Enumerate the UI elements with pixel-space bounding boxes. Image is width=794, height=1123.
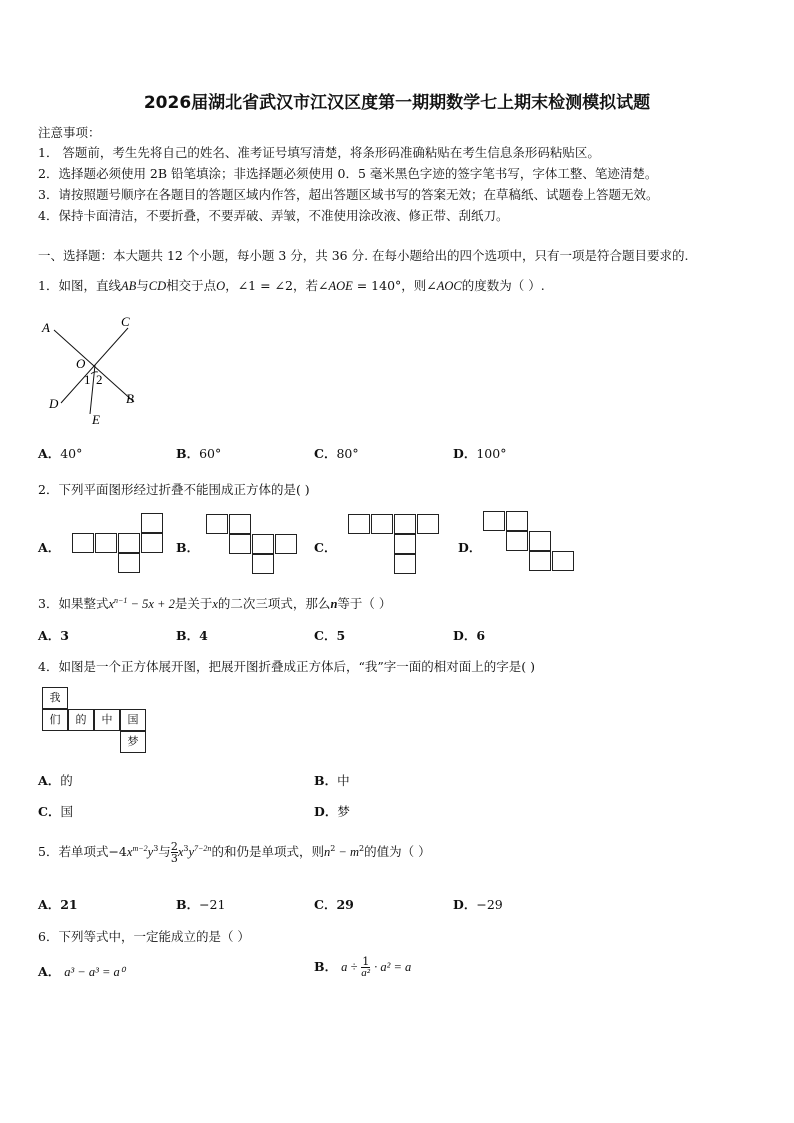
- cell-men: 们: [42, 709, 68, 731]
- notice-item-1: 1． 答题前，考生先将自己的姓名、准考证号填写清楚，将条形码准确粘贴在考生信息条形码粘贴区。: [38, 145, 600, 160]
- angle-1-label: 1: [84, 372, 91, 387]
- q5-option-c: C．29: [314, 897, 354, 912]
- q2-label-a: A．: [38, 540, 61, 555]
- label-d: D: [49, 396, 59, 411]
- q6-option-a: A． a³ − a³ = a⁰: [38, 964, 125, 979]
- page-title: 2026届湖北省武汉市江汉区度第一期期数学七上期末检测模拟试题: [143, 93, 651, 113]
- intersecting-lines-figure: [38, 308, 158, 433]
- question-5: 5．若单项式$-4x^{m-2}y^3$与 $\frac{2}{3}$ $x^3y^{7-2n}$的和仍是单项式，则$n^2 - m^2$的值为（ ）: [38, 840, 431, 866]
- question-2: 2．下列平面图形经过折叠不能围成正方体的是( ): [38, 482, 310, 497]
- cell-guo: 国: [120, 709, 146, 731]
- notice-item-3: 3．请按照题号顺序在各题目的答题区域内作答，超出答题区域书写的答案无效；在草稿纸、试题卷上答题无效。: [38, 187, 659, 202]
- q4-option-b: B．中: [314, 773, 350, 788]
- q3-option-a: A．3: [38, 628, 69, 643]
- q1-option-a: A．40°: [38, 446, 83, 461]
- q3-option-d: D．6: [453, 628, 486, 643]
- q6-option-b: B． a ÷ $\frac{1}{\text{a²}}$ · a² = a: [314, 955, 412, 979]
- q5-option-b: B．−21: [176, 897, 226, 912]
- cube-net-figure: [42, 687, 152, 757]
- q1-option-d: D．100°: [453, 446, 507, 461]
- cell-de: 的: [68, 709, 94, 731]
- question-6: 6．下列等式中，一定能成立的是（ ）: [38, 929, 250, 944]
- notice-heading: 注意事项：: [38, 125, 101, 140]
- cell-meng: 梦: [120, 731, 146, 753]
- q3-option-c: C．5: [314, 628, 346, 643]
- question-4: 4．如图是一个正方体展开图，把展开图折叠成正方体后，“我”字一面的相对面上的字是( ): [38, 659, 535, 674]
- q1-option-b: B．60°: [176, 446, 222, 461]
- q2-label-b: B．: [176, 540, 200, 555]
- q3-option-b: B．4: [176, 628, 208, 643]
- q5-option-d: D．−29: [453, 897, 503, 912]
- q4-option-d: D．梦: [314, 804, 350, 819]
- label-c: C: [121, 314, 130, 329]
- notice-item-2: 2．选择题必须使用 2B 铅笔填涂；非选择题必须使用 0．5 毫米黑色字迹的签字笔书写，字体工整、笔迹清楚。: [38, 166, 658, 181]
- question-3: 3．如果整式$x^{n-1} - 5x + 2$是关于x的二次三项式，那么n等于（ ）: [38, 595, 392, 611]
- label-o: O: [76, 356, 86, 371]
- net-b: [206, 514, 300, 576]
- angle-2-label: 2: [96, 372, 103, 387]
- label-a: A: [42, 320, 50, 335]
- net-d: [483, 511, 577, 573]
- q5-option-a: A．21: [38, 897, 78, 912]
- notice-item-4: 4．保持卡面清洁，不要折叠，不要弄破、弄皱，不准使用涂改液、修正带、刮纸刀。: [38, 208, 509, 223]
- question-1: 1．如图，直线AB与CD相交于点O，∠1 = ∠2，若∠AOE = 140°，则∠AOC的度数为（ ）.: [38, 278, 545, 293]
- q1-option-c: C．80°: [314, 446, 359, 461]
- section-heading: 一、选择题：本大题共 12 个小题，每小题 3 分，共 36 分. 在每小题给出的四个选项中，只有一项是符合题目要求的.: [38, 248, 689, 263]
- q4-option-a: A．的: [38, 773, 73, 788]
- label-b: B: [126, 391, 134, 406]
- cell-wo: 我: [42, 687, 68, 709]
- net-c: [348, 514, 442, 576]
- net-a: [72, 513, 166, 575]
- q4-option-c: C．国: [38, 804, 73, 819]
- label-e: E: [92, 412, 100, 427]
- q2-label-c: C．: [314, 540, 337, 555]
- q2-label-d: D．: [458, 540, 482, 555]
- cell-zhong: 中: [94, 709, 120, 731]
